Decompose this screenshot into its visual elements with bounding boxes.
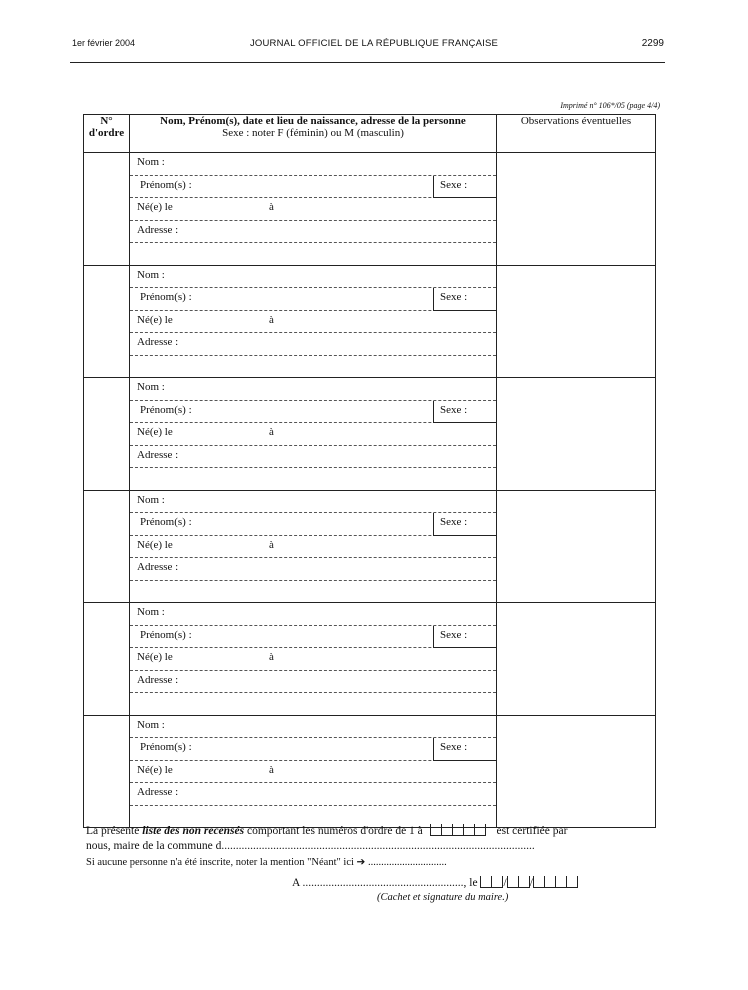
column-header-number-line1: N° [100,115,113,127]
birth-place-label: à [269,313,274,326]
address-label: Adresse : [137,561,179,573]
person-details-cell [130,153,497,266]
person-entry-row [84,490,656,603]
name-line[interactable] [130,603,496,626]
order-number-cell[interactable] [84,153,130,266]
table-header-row [84,115,656,153]
name-line[interactable] [130,266,496,289]
first-name-label: Prénom(s) : [140,178,192,191]
birth-line[interactable] [130,198,496,221]
sex-label: Sexe : [440,178,468,191]
sex-field[interactable] [433,288,496,311]
birth-place-label: à [269,763,274,776]
first-name-label: Prénom(s) : [140,628,192,641]
name-label: Nom : [137,268,165,281]
name-label: Nom : [137,718,165,731]
observations-cell[interactable] [497,265,656,378]
first-name-label: Prénom(s) : [140,403,192,416]
address-label: Adresse : [137,786,179,798]
census-form-table [83,114,656,828]
sex-field[interactable] [433,513,496,536]
header-date: 1er février 2004 [72,38,136,48]
person-details-cell [130,378,497,491]
order-number-cell[interactable] [84,603,130,716]
sex-field[interactable] [433,401,496,424]
sex-field[interactable] [433,626,496,649]
order-number-cell[interactable] [84,378,130,491]
person-details-cell [130,603,497,716]
column-header-person-subtitle: Sexe : noter F (féminin) ou M (masculin) [222,127,404,139]
place-date-text: A ........................................................, le [292,877,478,889]
first-name-line[interactable] [130,738,496,761]
birth-date-label: Né(e) le [137,426,173,438]
column-header-person [130,115,497,153]
birth-place-label: à [269,426,274,438]
first-name-label: Prénom(s) : [140,516,192,528]
person-entry-row [84,265,656,378]
birth-line[interactable] [130,648,496,671]
address-line[interactable] [130,783,496,806]
name-label: Nom : [137,156,165,168]
address-continuation-line[interactable] [130,693,496,715]
address-line[interactable] [130,671,496,694]
birth-place-label: à [269,651,274,663]
order-number-boxes[interactable] [430,824,486,836]
person-entry-row [84,153,656,266]
sex-label: Sexe : [440,628,468,641]
birth-date-label: Né(e) le [137,538,173,551]
sex-field[interactable] [433,738,496,761]
observations-cell[interactable] [497,603,656,716]
place-date-line: A ........................................................, le / / [292,876,578,889]
certification-bold-text: liste des non recensés [142,825,245,837]
observations-cell[interactable] [497,715,656,828]
sex-label: Sexe : [440,291,468,303]
person-details-cell [130,265,497,378]
first-name-label: Prénom(s) : [140,741,192,753]
header-page-number: 2299 [641,38,664,49]
address-continuation-line[interactable] [130,581,496,603]
order-number-cell[interactable] [84,490,130,603]
birth-place-label: à [269,538,274,551]
year-boxes[interactable] [533,876,578,888]
person-entry-row [84,603,656,716]
sex-field[interactable] [433,176,496,199]
first-name-line[interactable] [130,176,496,199]
person-details-cell [130,490,497,603]
address-line[interactable] [130,446,496,469]
certification-text-middle: comportant les numéros d'ordre de 1 à [244,825,423,837]
address-continuation-line[interactable] [130,243,496,265]
address-line[interactable] [130,221,496,244]
observations-cell[interactable] [497,153,656,266]
address-continuation-line[interactable] [130,468,496,490]
column-header-number-line2: d'ordre [88,127,125,139]
name-line[interactable] [130,378,496,401]
address-line[interactable] [130,333,496,356]
name-label: Nom : [137,493,165,506]
address-label: Adresse : [137,448,179,461]
birth-line[interactable] [130,761,496,784]
person-details-cell [130,715,497,828]
order-number-cell[interactable] [84,715,130,828]
month-boxes[interactable] [507,876,530,888]
address-line[interactable] [130,558,496,581]
header-journal-title: JOURNAL OFFICIEL DE LA RÉPUBLIQUE FRANÇAISE [249,38,499,49]
commune-line: nous, maire de la commune d............................................................................................................. [86,840,535,852]
address-label: Adresse : [137,336,179,348]
birth-date-label: Né(e) le [137,651,173,663]
birth-place-label: à [269,201,274,213]
address-continuation-line[interactable] [130,356,496,378]
birth-date-label: Né(e) le [137,201,173,213]
column-header-observations: Observations éventuelles [497,115,656,153]
column-header-person-title: Nom, Prénom(s), date et lieu de naissance, adresse de la personne [160,115,466,127]
order-number-cell[interactable] [84,265,130,378]
birth-line[interactable] [130,536,496,559]
birth-date-label: Né(e) le [137,313,173,326]
first-name-label: Prénom(s) : [140,291,192,303]
signature-caption: (Cachet et signature du maire.) [377,892,509,903]
header-rule [70,62,665,63]
birth-line[interactable] [130,423,496,446]
name-line[interactable] [130,491,496,514]
first-name-line[interactable] [130,401,496,424]
address-label: Adresse : [137,673,179,686]
certification-line [86,824,567,837]
person-entry-row [84,715,656,828]
sex-label: Sexe : [440,516,468,528]
name-line[interactable] [130,716,496,739]
sex-label: Sexe : [440,741,468,753]
day-boxes[interactable] [480,876,503,888]
observations-cell[interactable] [497,490,656,603]
first-name-line[interactable] [130,513,496,536]
birth-date-label: Né(e) le [137,763,173,776]
person-entry-row [84,378,656,491]
name-label: Nom : [137,381,165,393]
birth-line[interactable] [130,311,496,334]
first-name-line[interactable] [130,288,496,311]
name-label: Nom : [137,606,165,618]
column-header-number [84,115,130,153]
certification-text-start: La présente [86,825,143,837]
form-reference: Imprimé n° 106*/05 (page 4/4) [560,101,660,110]
name-line[interactable] [130,153,496,176]
first-name-line[interactable] [130,626,496,649]
address-label: Adresse : [137,223,179,236]
observations-cell[interactable] [497,378,656,491]
sex-label: Sexe : [440,403,468,416]
certification-text-end: est certifiée par [496,825,568,837]
neant-line: Si aucune personne n'a été inscrite, noter la mention "Néant" ici ➔ .............................. [86,857,447,868]
